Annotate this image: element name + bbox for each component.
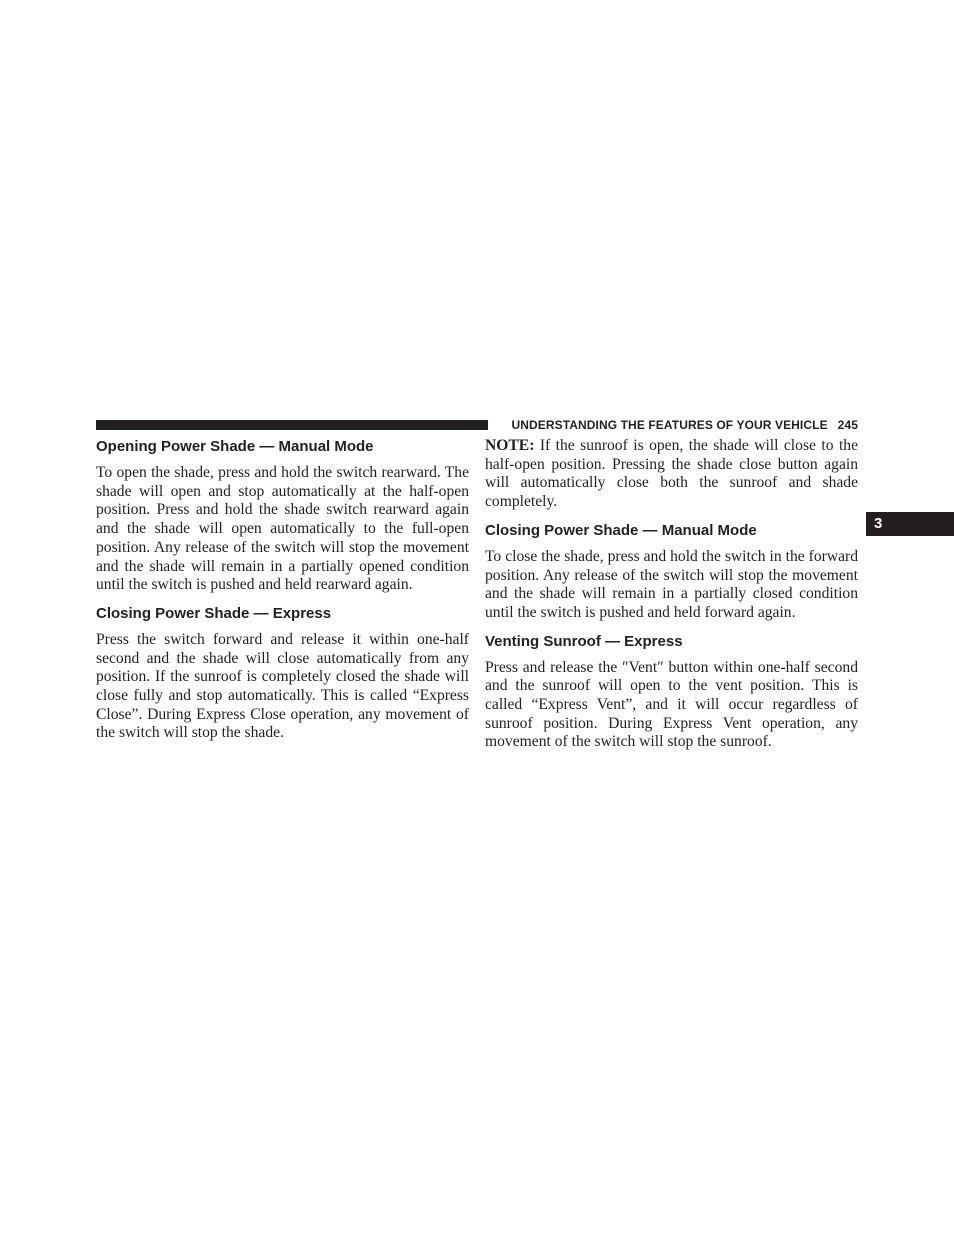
chapter-tab: 3 [866, 512, 954, 536]
section-body-opening-manual: To open the shade, press and hold the switch rearward. The shade will open and stop automatically at the half-open position. Press and hold the shade switch rearward again and the shade will open automatically to the full-open position. Any release of the switch will stop the movement and the shade will remain in a partially opened condition until the switch is pushed and held rearward again. [96, 464, 469, 594]
left-column [96, 437, 469, 752]
note-body: If the sunroof is open, the shade will close to the half-open position. Pressing the shade close button again will automatically close both the sunroof and shade completely. [485, 437, 858, 511]
right-column [485, 437, 858, 761]
section-heading-closing-express: Closing Power Shade — Express [96, 604, 332, 622]
section-heading-opening-manual: Opening Power Shade — Manual Mode [96, 438, 374, 455]
section-body-venting-express: Press and release the ″Vent″ button within one-half second and the sunroof will open to the vent position. This is called “Express Vent”, and it will occur regardless of sunroof position. During Express Vent operation, any movement of the switch will stop the sunroof. [485, 658, 858, 751]
running-header-title: UNDERSTANDING THE FEATURES OF YOUR VEHICLE [511, 418, 828, 432]
section-heading-closing-manual: Closing Power Shade — Manual Mode [485, 521, 757, 539]
header-rule [96, 420, 488, 430]
section-body-closing-express: Press the switch forward and release it within one-half second and the shade will close automatically from any position. If the sunroof is completely closed the shade will close fully and stop automatically. This is called “Express Close”. During Express Close operation, any movement of the switch will stop the shade. [96, 630, 469, 742]
note-paragraph [485, 437, 858, 512]
section-body-closing-manual: To close the shade, press and hold the switch in the forward position. Any release of the switch will stop the movement and the shade will remain in a partially closed condition until the switch is pushed and held forward again. [485, 547, 858, 621]
note-label: NOTE: [485, 437, 535, 454]
section-heading-venting-express: Venting Sunroof — Express [485, 632, 683, 650]
running-header [498, 418, 858, 432]
page-number: 245 [837, 418, 858, 432]
